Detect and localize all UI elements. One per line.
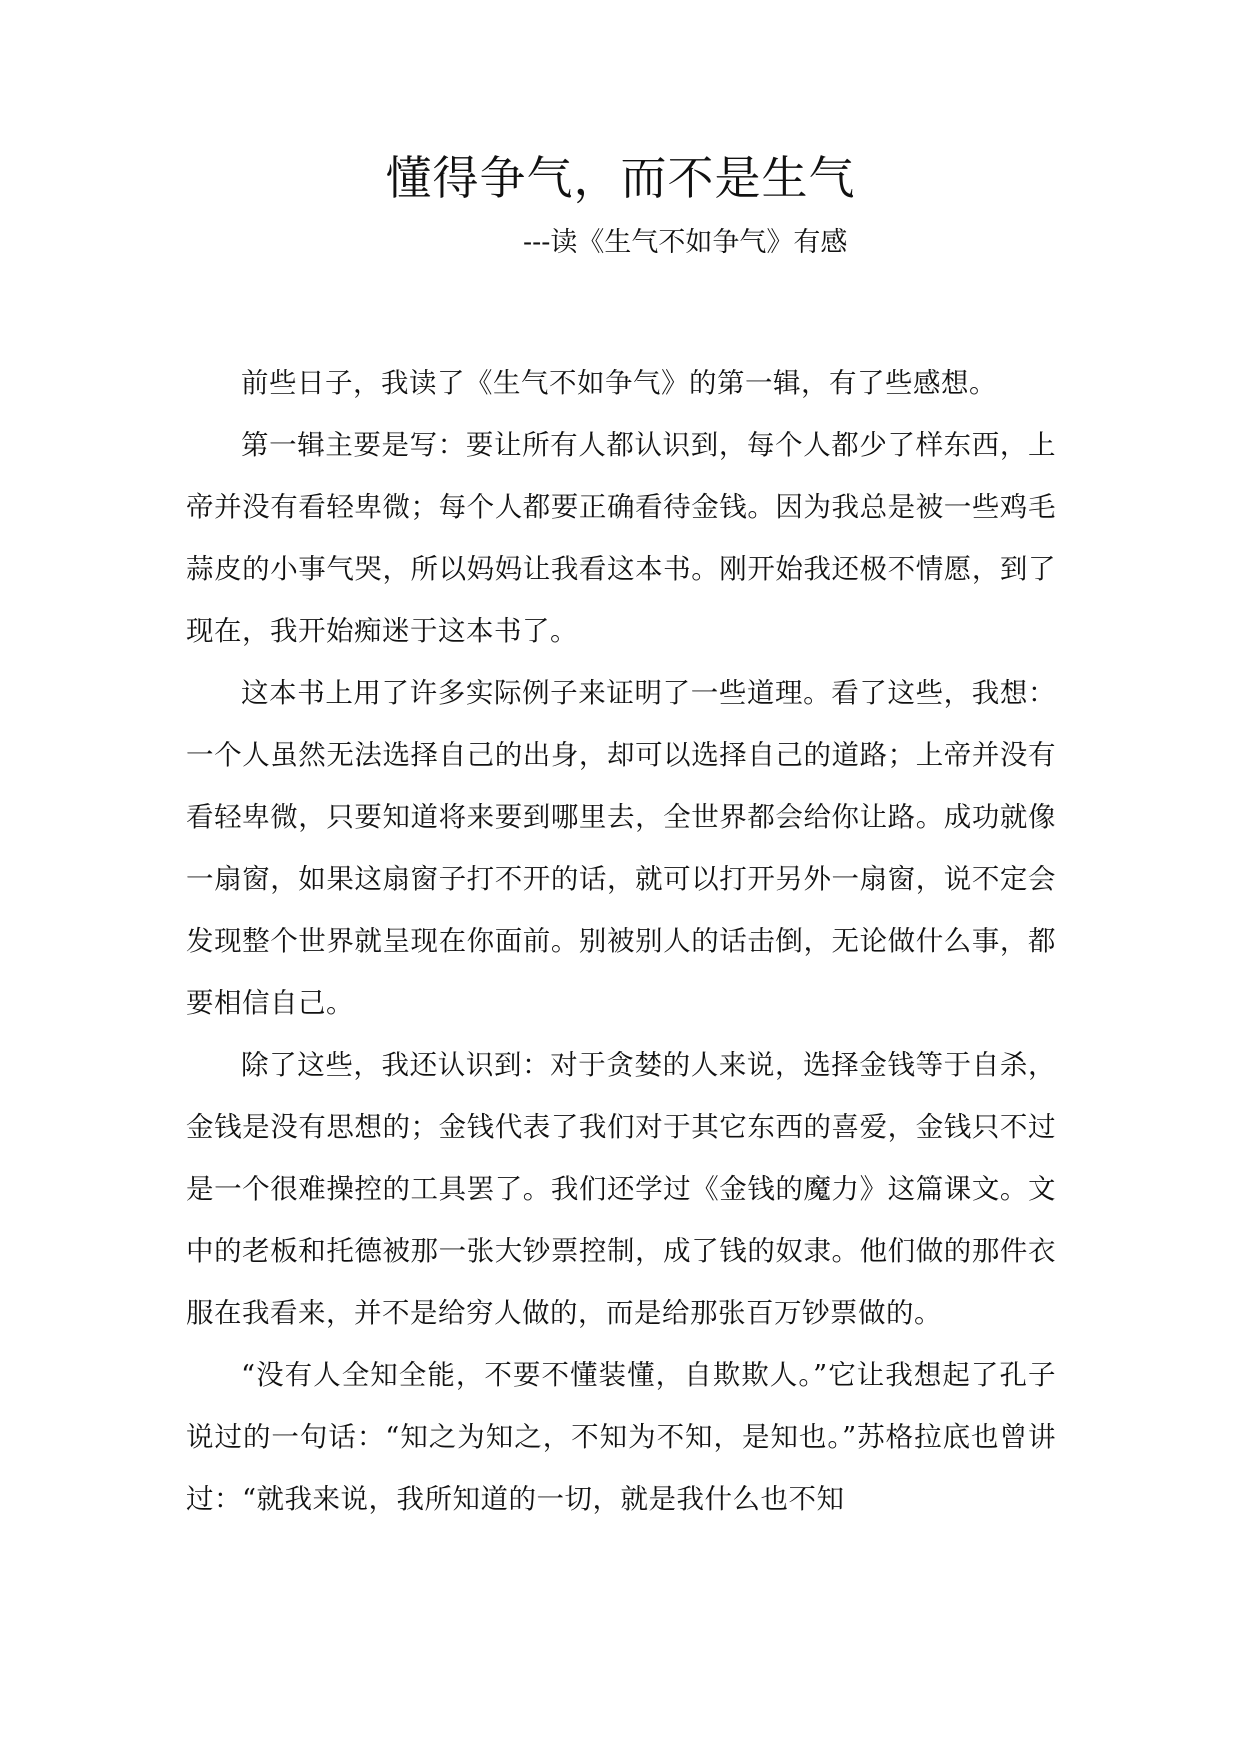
document-title: 懂得争气，而不是生气 [385,151,856,205]
document-body [186,352,1056,1530]
paragraph: 前些日子，我读了《生气不如争气》的第一辑，有了些感想。 [241,367,997,399]
paragraph: 这本书上用了许多实际例子来证明了一些道理。看了这些，我想：一个人虽然无法选择自己的出身，却可以选择自己的道路；上帝并没有看轻卑微，只要知道将来要到哪里去，全世界都会给你让路。成功就像一扇窗，如果这扇窗子打不开的话，就可以打开另外一扇窗，说不定会发现整个世界就呈现在你面前。别被别人的话击倒，无论做什么事，都要相信自己。 [186,677,1056,1019]
paragraph: “没有人全知全能，不要不懂装懂，自欺欺人。”它让我想起了孔子说过的一句话：“知之为知之，不知为不知，是知也。”苏格拉底也曾讲过：“就我来说，我所知道的一切，就是我什么也不知 [186,1359,1056,1515]
document-subtitle: ---读《生气不如争气》有感 [523,227,848,258]
paragraph: 第一辑主要是写：要让所有人都认识到，每个人都少了样东西，上帝并没有看轻卑微；每个人都要正确看待金钱。因为我总是被一些鸡毛蒜皮的小事气哭，所以妈妈让我看这本书。刚开始我还极不情愿，到了现在，我开始痴迷于这本书了。 [186,429,1056,647]
paragraph: 除了这些，我还认识到：对于贪婪的人来说，选择金钱等于自杀，金钱是没有思想的；金钱代表了我们对于其它东西的喜爱，金钱只不过是一个很难操控的工具罢了。我们还学过《金钱的魔力》这篇课文。文中的老板和托德被那一张大钞票控制，成了钱的奴隶。他们做的那件衣服在我看来，并不是给穷人做的，而是给那张百万钞票做的。 [186,1049,1056,1329]
